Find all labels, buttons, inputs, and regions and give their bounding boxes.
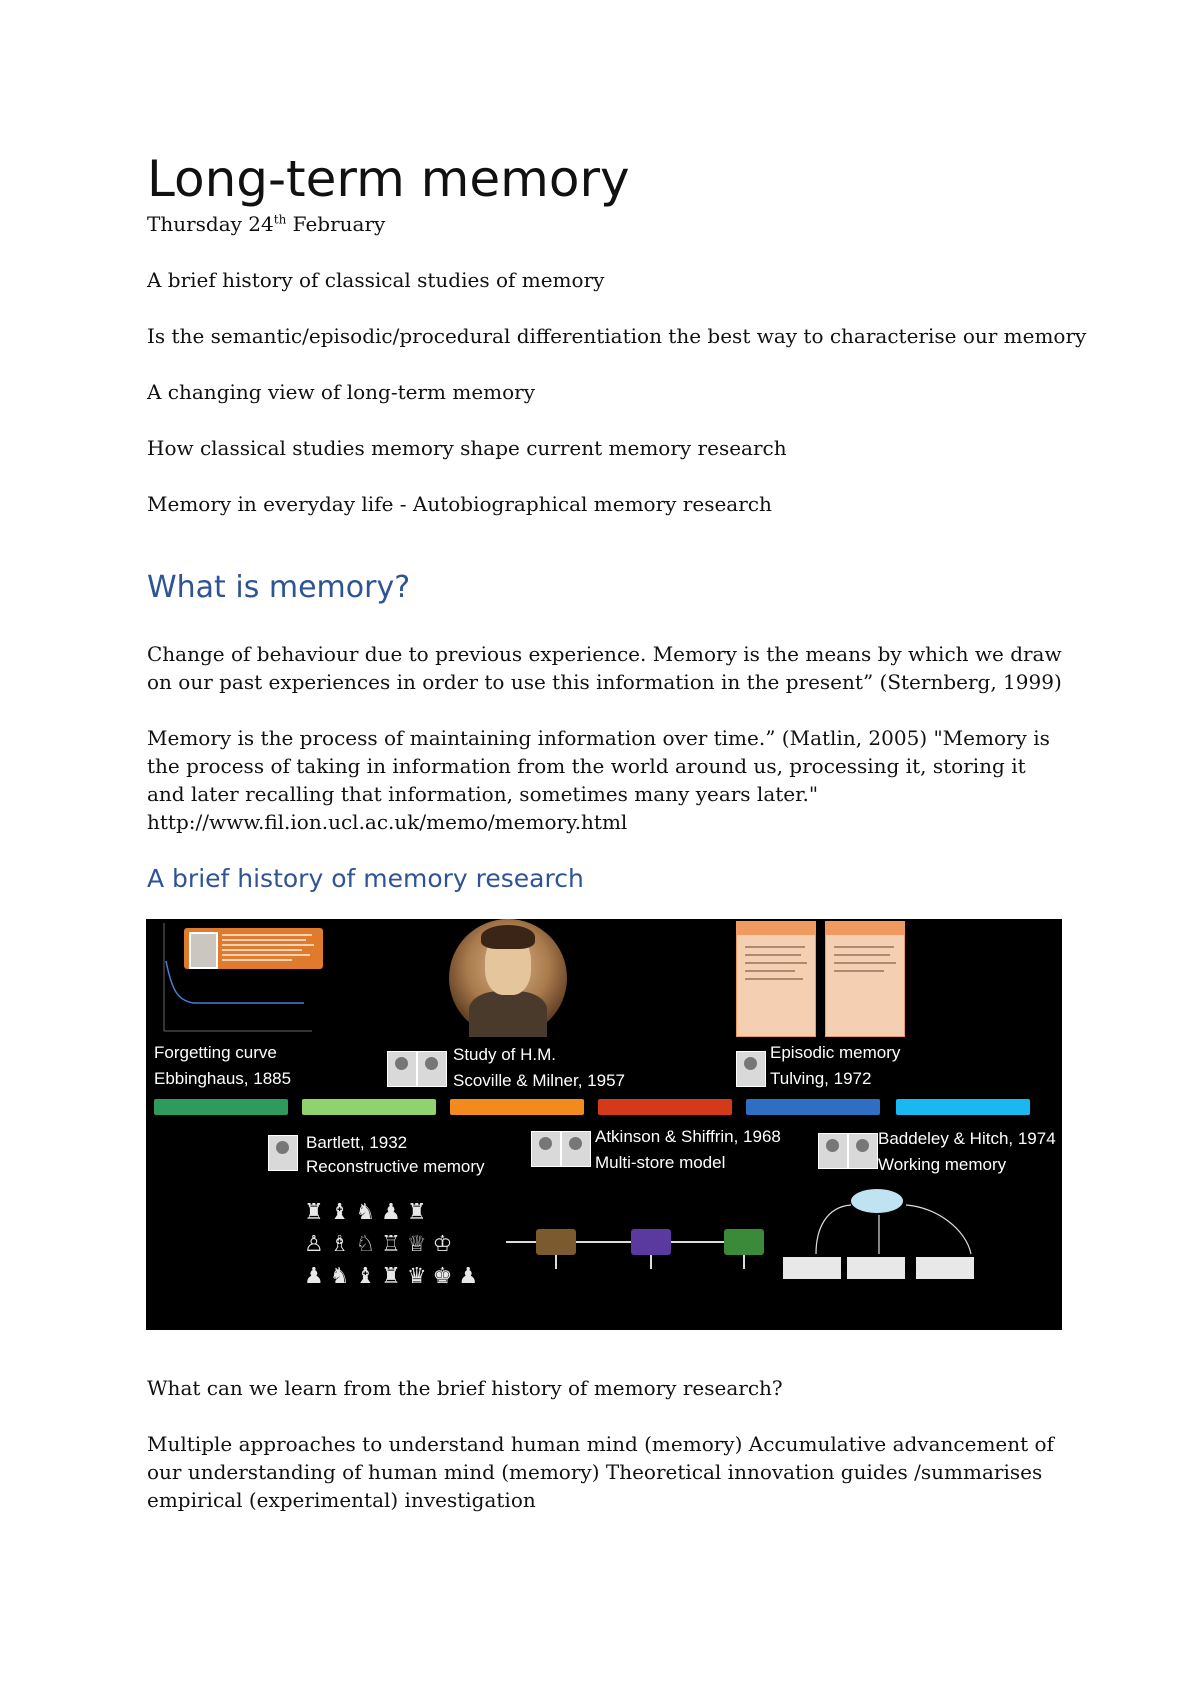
phonological-loop-node [916, 1257, 974, 1279]
hitch-photo [848, 1133, 878, 1169]
intro-line-2: Is the semantic/episodic/procedural differentiation the best way to characterise our memory [147, 324, 1087, 348]
heading-what-is-memory: What is memory? [147, 570, 411, 605]
baddeley-photo [818, 1133, 848, 1169]
sensory-memory-box [536, 1229, 576, 1255]
label-atkinson-shiffrin: Atkinson & Shiffrin, 1968 [595, 1127, 781, 1146]
episodic-memory-card [825, 921, 905, 1037]
label-ebbinghaus: Ebbinghaus, 1885 [154, 1069, 292, 1088]
label-tulving: Tulving, 1972 [770, 1069, 872, 1088]
document-title: Long-term memory [147, 150, 630, 208]
bartlett-drawing-row-1: ♜♝♞♟♜ [304, 1199, 433, 1224]
milner-photo [387, 1051, 417, 1087]
timeline-bar-1 [154, 1099, 288, 1115]
label-reconstructive-memory: Reconstructive memory [306, 1157, 485, 1176]
date-month: February [286, 212, 386, 236]
long-term-memory-box [724, 1229, 764, 1255]
intro-line-4: How classical studies memory shape current memory research [147, 436, 787, 460]
timeline-bar-3 [450, 1099, 584, 1115]
episodic-buffer-node [847, 1257, 905, 1279]
hm-portrait-image [449, 919, 567, 1037]
label-multi-store-model: Multi-store model [595, 1153, 726, 1172]
short-term-memory-box [631, 1229, 671, 1255]
label-bartlett: Bartlett, 1932 [306, 1133, 408, 1152]
date-ordinal: th [273, 212, 287, 227]
definition-paragraph-2: Memory is the process of maintaining information over time.” (Matlin, 2005) "Memory is the process of taking in information from the world around us, processing it, storing it and later recalling that information, sometimes many years later." http://www.fil.ion.ucl.ac.uk/memo/memory.html [147, 726, 1050, 834]
label-forgetting-curve: Forgetting curve [154, 1043, 277, 1062]
bartlett-drawing-row-3: ♟♞♝♜♛♚♟ [304, 1263, 485, 1288]
memory-research-timeline-figure [146, 919, 1062, 1330]
heading-brief-history: A brief history of memory research [147, 864, 584, 893]
label-episodic-memory: Episodic memory [770, 1043, 901, 1062]
intro-line-3: A changing view of long-term memory [147, 380, 536, 404]
timeline-bar-6 [896, 1099, 1030, 1115]
ebbinghaus-photo [189, 932, 218, 969]
timeline-bar-4 [598, 1099, 732, 1115]
visuospatial-sketchpad-node [783, 1257, 841, 1279]
forgetting-curve-callout [184, 928, 323, 969]
bartlett-drawing-row-2: ♙♗♘♖♕♔ [304, 1231, 459, 1256]
date-main: Thursday 24 [147, 212, 274, 236]
intro-line-1: A brief history of classical studies of memory [147, 268, 605, 292]
bartlett-photo [268, 1135, 298, 1171]
label-working-memory: Working memory [878, 1155, 1007, 1174]
timeline-bar-5 [746, 1099, 880, 1115]
atkinson-photo [531, 1131, 561, 1167]
shiffrin-photo [561, 1131, 591, 1167]
timeline-bar-2 [302, 1099, 436, 1115]
definition-paragraph-1: Change of behaviour due to previous experience. Memory is the means by which we draw on our past experiences in order to use this information in the present” (Sternberg, 1999) [147, 642, 1062, 694]
label-baddeley-hitch: Baddeley & Hitch, 1974 [878, 1129, 1056, 1148]
semantic-memory-card [736, 921, 816, 1037]
intro-line-5: Memory in everyday life - Autobiographical memory research [147, 492, 772, 516]
document-date [147, 212, 385, 236]
scoville-photo [417, 1051, 447, 1087]
working-memory-connectors [806, 1199, 996, 1259]
label-scoville-milner: Scoville & Milner, 1957 [453, 1071, 625, 1090]
answer-paragraph: Multiple approaches to understand human mind (memory) Accumulative advancement of our understanding of human mind (memory) Theoretical innovation guides /summarises empirical (experimental) investigation [147, 1432, 1054, 1512]
question-paragraph: What can we learn from the brief history of memory research? [147, 1376, 783, 1400]
label-study-hm: Study of H.M. [453, 1045, 556, 1064]
tulving-photo [736, 1051, 766, 1087]
